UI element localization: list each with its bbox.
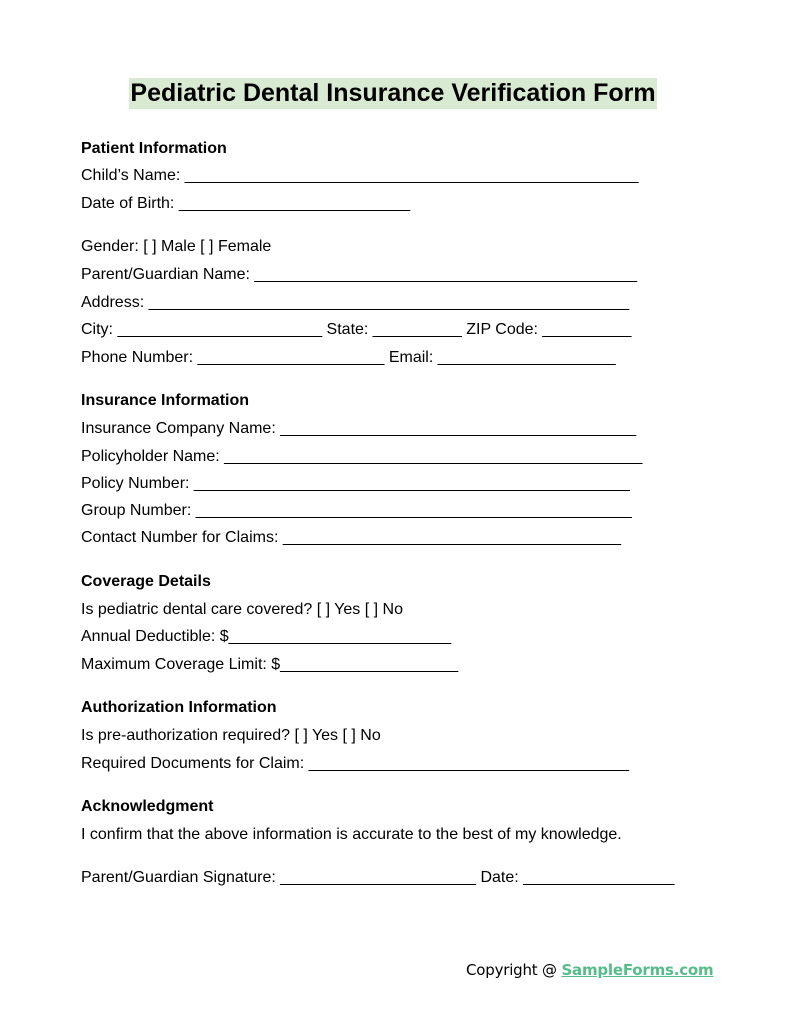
policy-number-field[interactable]: Policy Number: _________________________________________________ (81, 475, 630, 492)
child-name-field[interactable]: Child’s Name: ___________________________________________________ (81, 167, 639, 184)
deductible-field[interactable]: Annual Deductible: $_________________________ (81, 628, 452, 645)
brand-link[interactable]: SampleForms.com (561, 961, 714, 979)
section-heading-insurance: Insurance Information (81, 392, 250, 409)
address-field[interactable]: Address: ______________________________________________________ (81, 294, 630, 311)
signature-date-fields[interactable]: Parent/Guardian Signature: ______________________ Date: _________________ (81, 869, 675, 886)
group-number-field[interactable]: Group Number: _________________________________________________ (81, 502, 632, 519)
form-title: Pediatric Dental Insurance Verification Form (130, 79, 656, 107)
section-heading-patient: Patient Information (81, 140, 227, 157)
policyholder-field[interactable]: Policyholder Name: _______________________________________________ (81, 448, 643, 465)
section-heading-coverage: Coverage Details (81, 573, 211, 590)
gender-checkboxes[interactable]: Gender: [ ] Male [ ] Female (81, 238, 272, 255)
section-heading-authorization: Authorization Information (81, 699, 277, 716)
preauth-question[interactable]: Is pre-authorization required? [ ] Yes [ ] No (81, 727, 381, 744)
copyright-text: Copyright @ (466, 961, 562, 979)
title-container (0, 78, 786, 109)
guardian-name-field[interactable]: Parent/Guardian Name: ___________________________________________ (81, 266, 638, 283)
insurance-company-field[interactable]: Insurance Company Name: ________________________________________ (81, 420, 637, 437)
max-coverage-field[interactable]: Maximum Coverage Limit: $____________________ (81, 656, 459, 673)
footer-copyright (466, 960, 713, 980)
claims-contact-field[interactable]: Contact Number for Claims: ______________________________________ (81, 529, 621, 546)
dob-field[interactable]: Date of Birth: __________________________ (81, 195, 411, 212)
phone-email-fields[interactable]: Phone Number: _____________________ Email: ____________________ (81, 349, 616, 366)
city-state-zip-fields[interactable]: City: _______________________ State: __________ ZIP Code: __________ (81, 321, 632, 338)
section-heading-acknowledgment: Acknowledgment (81, 798, 214, 815)
coverage-question[interactable]: Is pediatric dental care covered? [ ] Yes [ ] No (81, 601, 403, 618)
acknowledgment-statement: I confirm that the above information is accurate to the best of my knowledge. (81, 826, 622, 843)
required-documents-field[interactable]: Required Documents for Claim: ____________________________________ (81, 755, 629, 772)
